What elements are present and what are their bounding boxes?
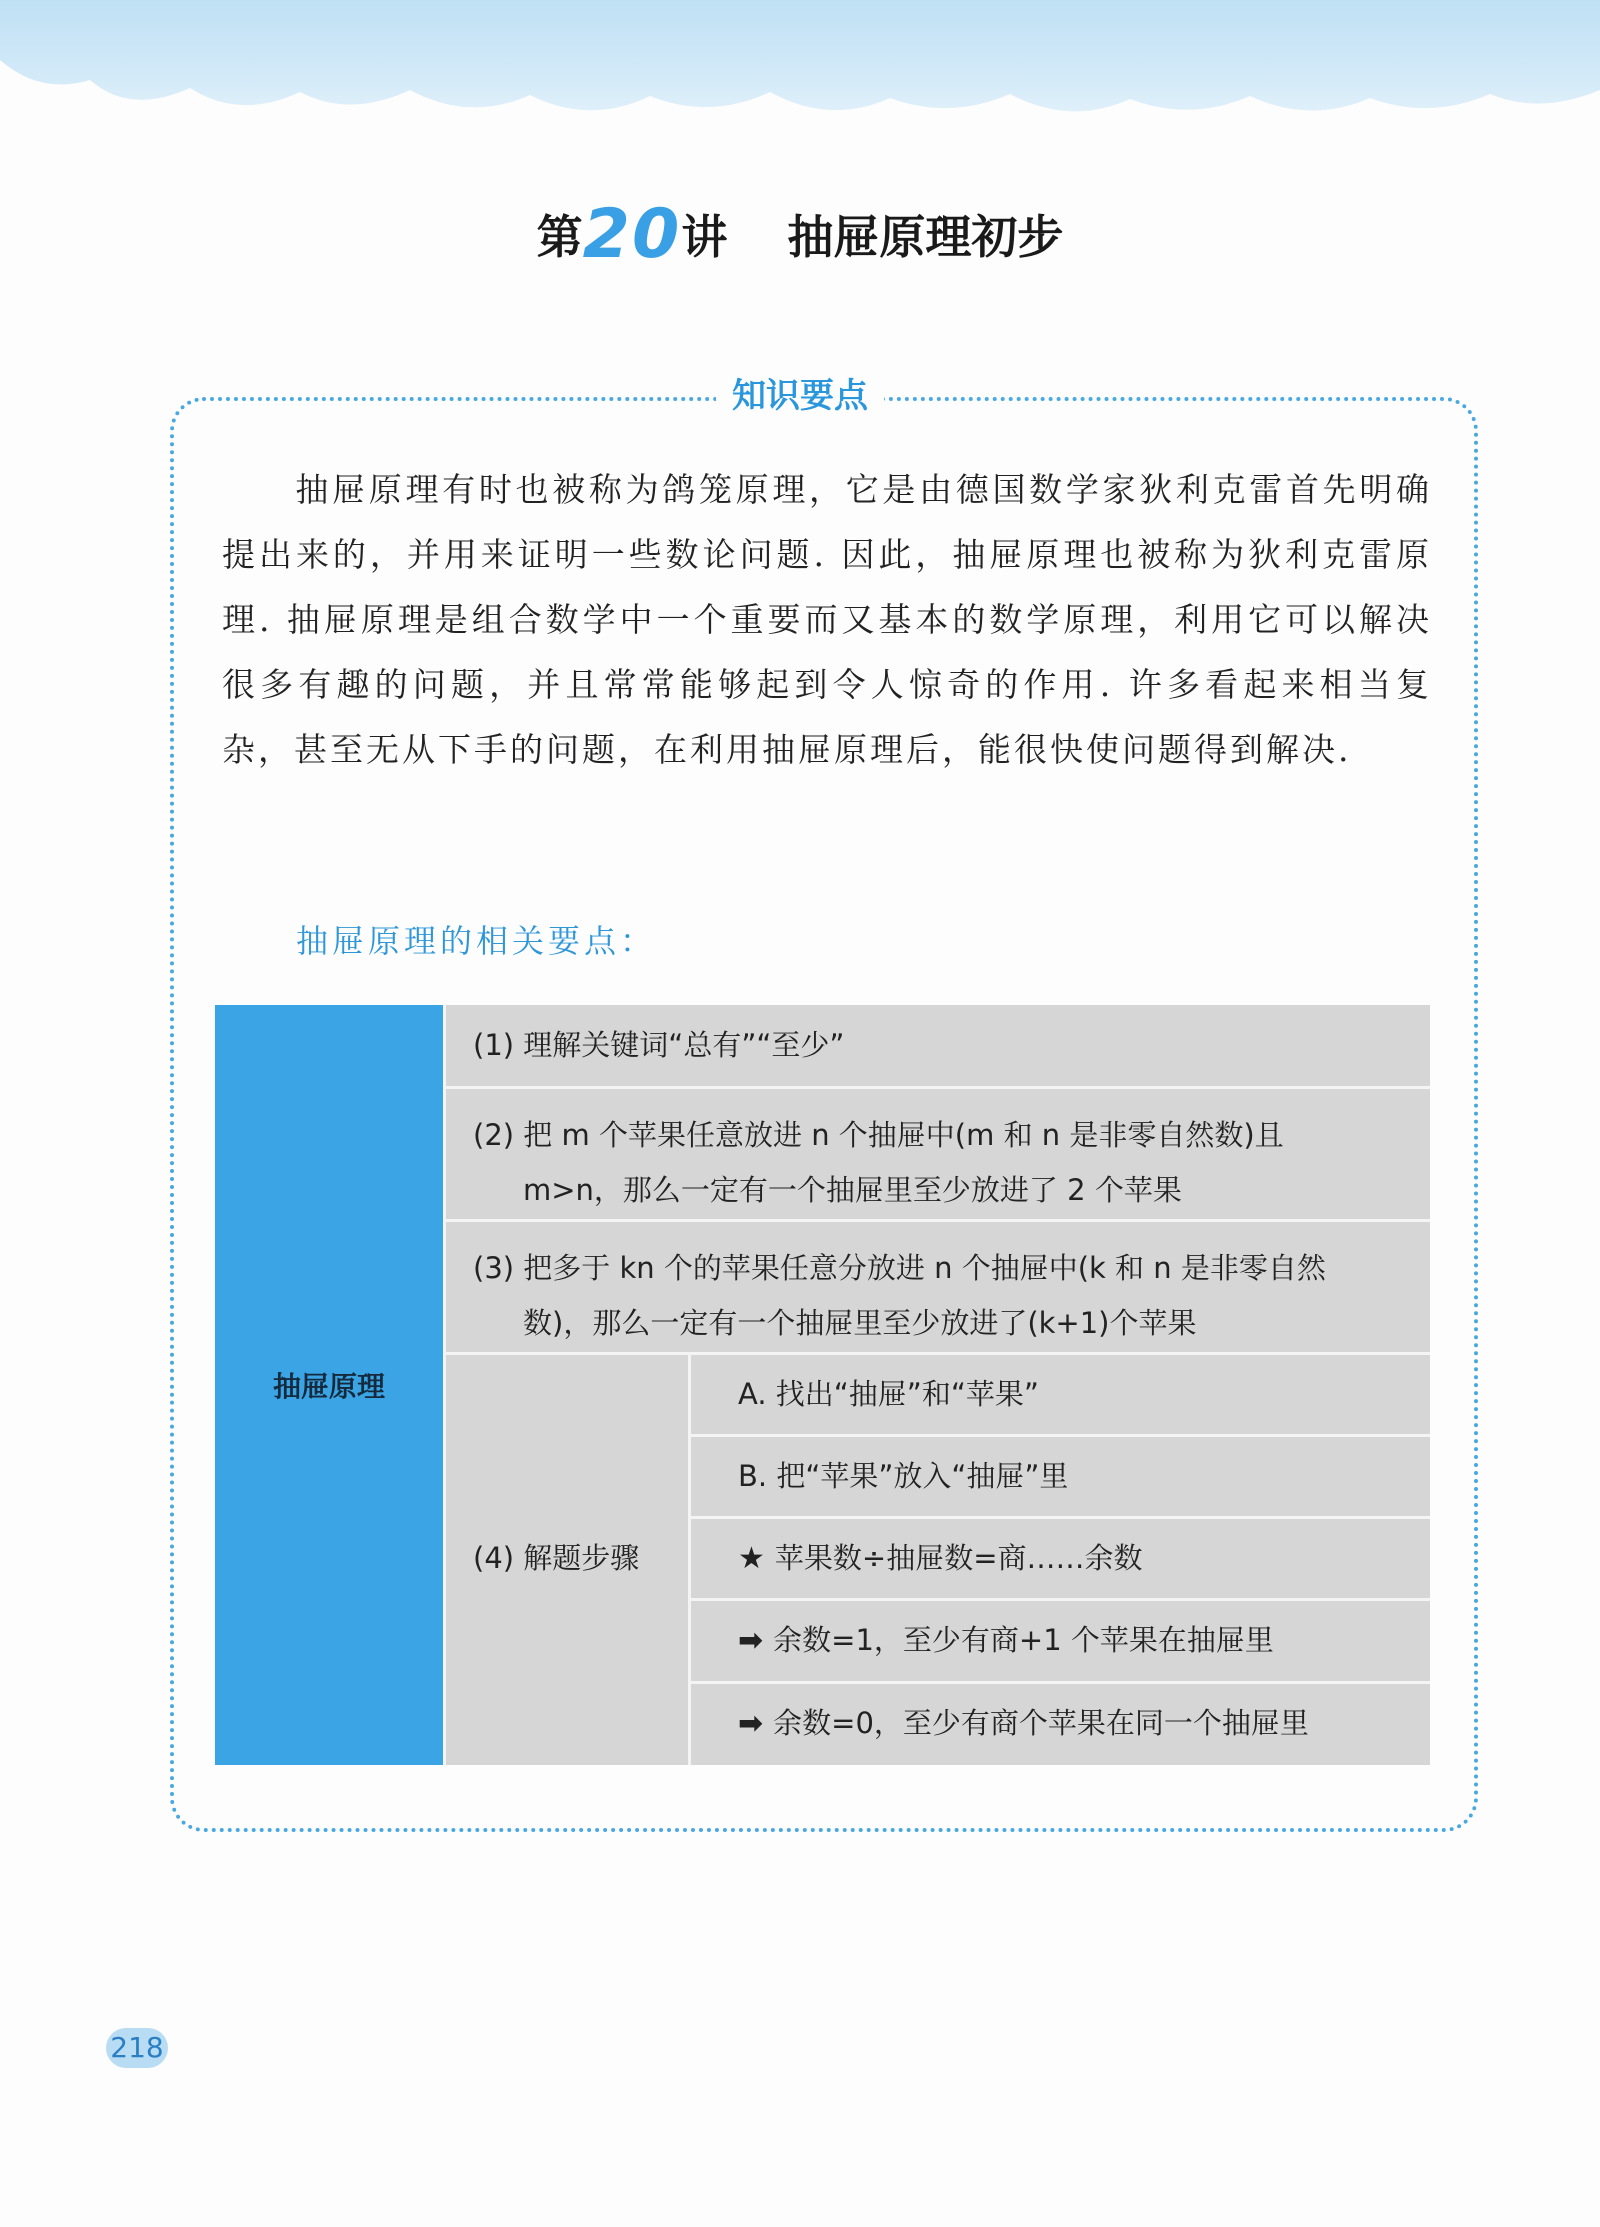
- step-item: ➡ 余数=1，至少有商+1 个苹果在抽屉里: [738, 1623, 1274, 1658]
- step-item: A. 找出“抽屉”和“苹果”: [738, 1377, 1039, 1411]
- arrow-right-icon: ➡: [738, 1706, 764, 1741]
- divider: [688, 1516, 1430, 1519]
- knowledge-subheading: 抽屉原理的相关要点：: [296, 922, 657, 960]
- chapter-name: 抽屉原理初步: [787, 210, 1064, 264]
- divider: [688, 1352, 691, 1765]
- table-row-3: (3) 把多于 kn 个的苹果任意分放进 n 个抽屉中(k 和 n 是非零自然 数)，那么一定有一个抽屉里至少放进了(k+1)个苹果: [473, 1251, 1326, 1340]
- step-item: ➡ 余数=0，至少有商个苹果在同一个抽屉里: [738, 1706, 1309, 1741]
- knowledge-heading: 知识要点: [0, 368, 1600, 417]
- divider: [688, 1598, 1430, 1601]
- star-icon: ★: [738, 1541, 765, 1576]
- divider: [443, 1005, 446, 1765]
- divider: [443, 1352, 1430, 1355]
- table-steps-label: (4) 解题步骤: [473, 1541, 640, 1575]
- divider: [688, 1434, 1430, 1437]
- divider: [443, 1086, 1430, 1089]
- table-row-1: (1) 理解关键词“总有”“至少”: [473, 1028, 845, 1062]
- principle-table: [215, 1005, 1430, 1765]
- cloud-decoration: [0, 0, 1600, 170]
- page-number: 218: [106, 2028, 168, 2068]
- chapter-suffix: 讲: [681, 210, 728, 264]
- step-item: ★ 苹果数÷抽屉数=商……余数: [738, 1541, 1143, 1576]
- divider: [688, 1681, 1430, 1684]
- arrow-right-icon: ➡: [738, 1623, 764, 1658]
- chapter-number: 20: [582, 195, 682, 274]
- chapter-title: [0, 195, 1600, 274]
- divider: [443, 1219, 1430, 1222]
- chapter-prefix: 第: [536, 210, 583, 264]
- table-row-2: (2) 把 m 个苹果任意放进 n 个抽屉中(m 和 n 是非零自然数)且 m>n，那么一定有一个抽屉里至少放进了 2 个苹果: [473, 1118, 1284, 1207]
- knowledge-paragraph: 抽屉原理有时也被称为鸽笼原理，它是由德国数学家狄利克雷首先明确提出来的，并用来证明一些数论问题. 因此，抽屉原理也被称为狄利克雷原理. 抽屉原理是组合数学中一个重要而又基本的数学原理，利用它可以解决很多有趣的问题，并且常常能够起到令人惊奇的作用. 许多看起来相当复杂，甚至无从下手的问题，在利用抽屉原理后，能很快使问题得到解决.: [222, 470, 1432, 769]
- table-left-label: 抽屉原理: [215, 1005, 443, 1765]
- step-item: B. 把“苹果”放入“抽屉”里: [738, 1459, 1069, 1493]
